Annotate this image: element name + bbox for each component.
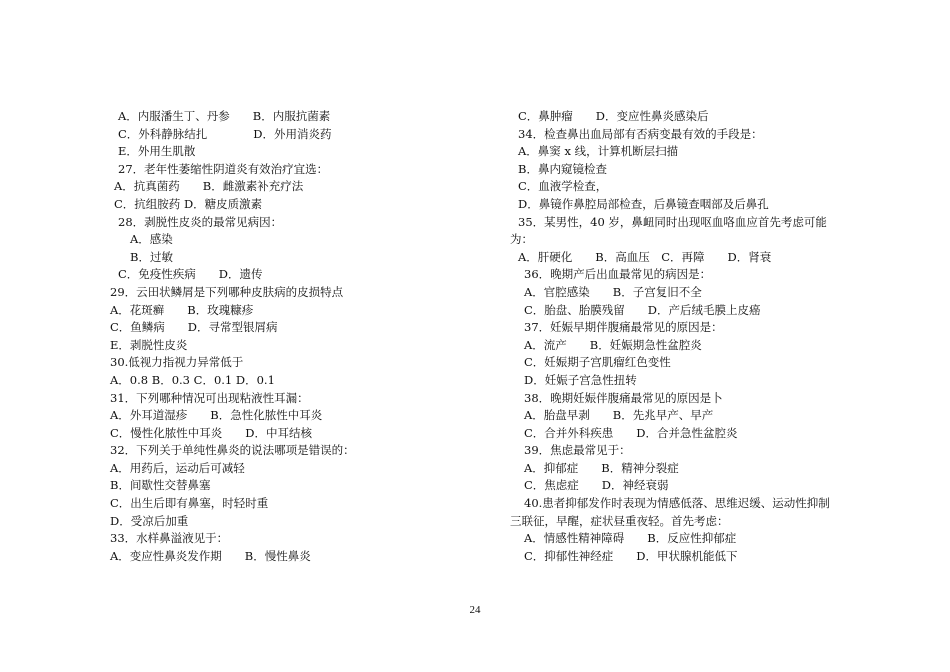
text-line: A．外耳道湿疹 B．急性化脓性中耳炎 [110,408,323,423]
text-line: C．外科静脉结扎 D．外用消炎药 [118,126,332,141]
text-line: A．抑郁症 B．精神分裂症 [524,460,679,475]
text-line: 30.低视力指视力异常低于 [110,355,244,370]
text-line: A．感染 [130,232,173,247]
text-line: C．焦虑症 D．神经衰弱 [524,478,669,493]
page-number: 24 [469,604,481,616]
text-line: B．过敏 [130,249,173,264]
text-line: A．流产 B．妊娠期急性盆腔炎 [524,337,702,352]
text-line: A．官腔感染 B．子宫复旧不全 [524,284,702,299]
text-line: 三联征，早醒，症状昼重夜轻。首先考虑： [510,513,729,528]
text-line: A．肝硬化 B．高血压 C．再障 D．肾衰 [518,249,772,264]
text-line: D．妊娠子宫急性扭转 [524,372,637,387]
text-line: C．免疫性疾病 D．遗传 [118,267,263,282]
text-line: C．胎盘、胎膜残留 D．产后绒毛膜上皮癌 [524,302,761,317]
left-column [110,108,450,565]
right-column [510,108,855,565]
text-line: C．鱼鳞病 D．寻常型银屑病 [110,320,278,335]
text-line: A．变应性鼻炎发作期 B．慢性鼻炎 [110,548,311,563]
text-line: E．剥脱性皮炎 [110,337,188,352]
text-line: C．慢性化脓性中耳炎 D．中耳结核 [110,425,313,440]
text-line: 31．下列哪种情况可出现粘液性耳漏： [110,390,309,405]
text-line: A．内服潘生丁、丹参 B．内服抗菌素 [118,109,331,123]
text-line: C．合并外科疾患 D．合并急性盆腔炎 [524,425,738,440]
text-line: A．抗真菌药 B．雌激素补充疗法 [114,179,304,194]
text-line: C．出生后即有鼻塞，时轻时重 [110,496,269,511]
text-line: E．外用生肌散 [118,144,196,159]
text-line: 40.患者抑郁发作时表现为情感低落、思维迟缓、运动性抑制 [524,496,830,511]
text-line: 34．检查鼻出血局部有否病变最有效的手段是： [518,126,763,141]
text-line: 为： [510,232,533,247]
text-line: A．胎盘早剥 B．先兆早产、早产 [524,408,714,423]
text-line: D．受凉后加重 [110,513,189,528]
text-line: C．血液学检查， [518,179,608,194]
text-line: 35．某男性，40 岁，鼻衄同时出现呕血咯血应首先考虑可能 [518,214,827,229]
text-line: C．抗组胺药 D．糖皮质激素 [114,196,263,211]
text-line: 37．妊娠早期伴腹痛最常见的原因是： [524,320,723,335]
text-line: 38．晚期妊娠伴腹痛最常见的原因是卜 [524,390,723,405]
text-line: D．鼻镜作鼻腔局部检查，后鼻镜查咽部及后鼻孔 [518,196,769,211]
text-line: C．抑郁性神经症 D．甲状腺机能低下 [524,548,738,563]
text-line: 32．下列关于单纯性鼻炎的说法哪项是错误的： [110,443,355,458]
text-line: 33．水样鼻溢液见于： [110,531,229,546]
text-line: A．花斑癣 B．玫瑰糠疹 [110,302,254,317]
text-line: A．鼻窦 x 线，计算机断层扫描 [518,144,679,159]
text-line: A．情感性精神障碍 B．反应性抑郁症 [524,531,737,546]
text-line: C．鼻肿瘤 D．变应性鼻炎感染后 [518,109,709,123]
text-line: B．间歇性交替鼻塞 [110,478,211,493]
text-line: 39．焦虑最常见于： [524,443,631,458]
text-line: C．妊娠期子宫肌瘤红色变性 [524,355,671,370]
text-line: 36．晚期产后出血最常见的病因是： [524,267,712,282]
text-line: 27．老年性萎缩性阴道炎有效治疗宜选： [118,161,329,176]
text-line: A．用药后，运动后可减轻 [110,460,245,475]
text-line: B．鼻内窥镜检查 [518,161,607,176]
text-line: 29．云田状鳞屑是下列哪种皮肤病的皮损特点 [110,284,344,299]
text-line: A．0.8 B．0.3 C．0.1 D．0.1 [110,372,275,387]
text-line: 28．剥脱性皮炎的最常见病因： [118,214,283,229]
